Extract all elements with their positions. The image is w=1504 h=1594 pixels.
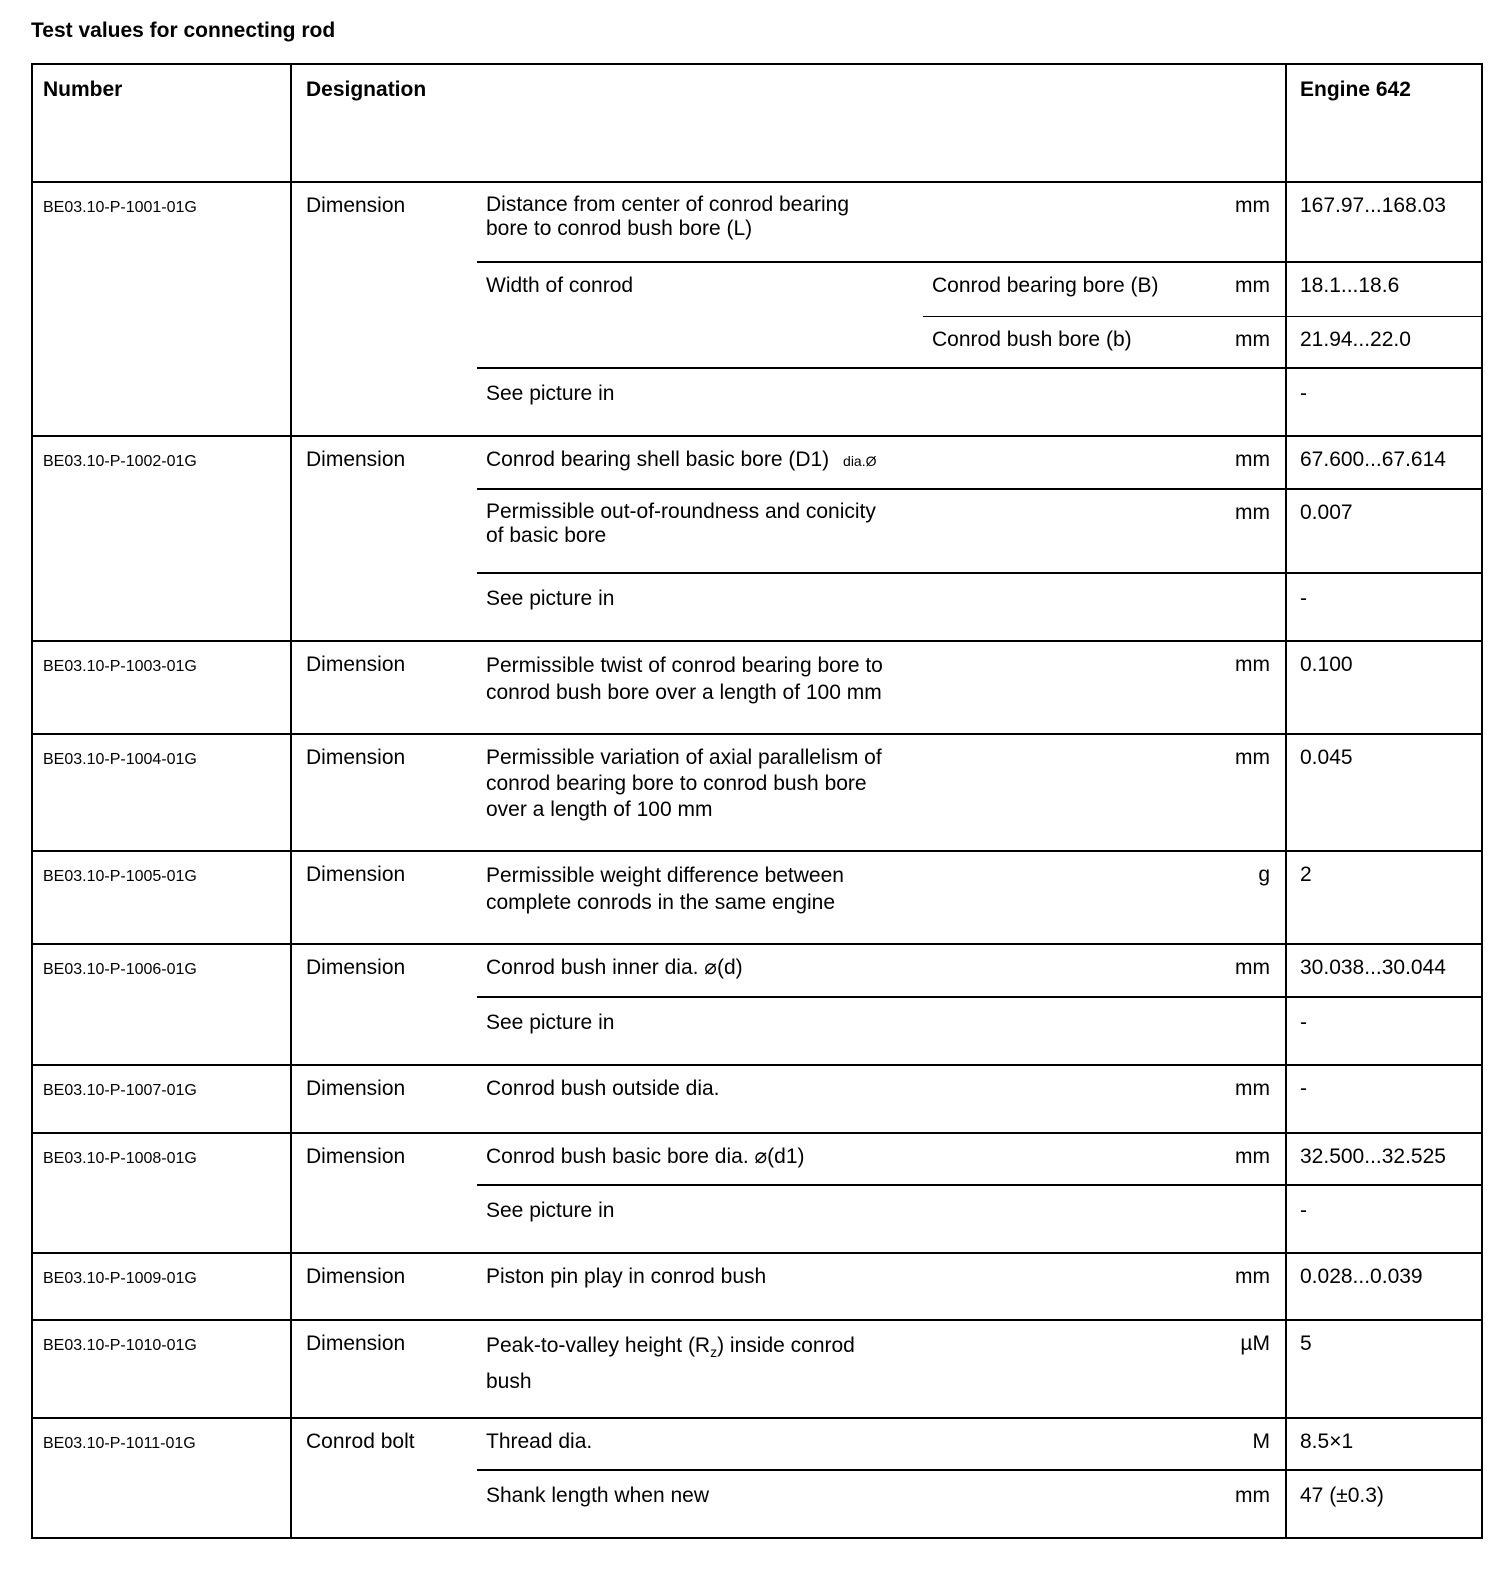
header-number: Number [32, 64, 291, 182]
unit: mm [1189, 436, 1286, 489]
description-line: conrod bush bore over a length of 100 mm [486, 681, 882, 704]
page-title: Test values for connecting rod [31, 19, 336, 42]
designation: Dimension [291, 436, 477, 641]
unit: mm [1189, 1065, 1286, 1133]
value: 167.97...168.03 [1286, 182, 1482, 262]
value: 8.5×1 [1286, 1418, 1482, 1470]
value: 0.007 [1286, 489, 1482, 573]
description-text: Conrod bearing shell basic bore (D1) [486, 448, 830, 471]
description-line: Permissible weight difference between [486, 864, 844, 887]
unit: mm [1189, 1253, 1286, 1320]
value: 30.038...30.044 [1286, 944, 1482, 997]
unit: mm [1189, 262, 1286, 316]
value: 2 [1286, 851, 1482, 944]
test-number: BE03.10-P-1004-01G [43, 751, 197, 768]
unit: mm [1189, 1470, 1286, 1538]
test-number: BE03.10-P-1001-01G [43, 199, 197, 216]
test-description: Shank length when new [477, 1470, 1189, 1538]
value: 5 [1286, 1320, 1482, 1418]
see-picture-text: See picture in [477, 368, 1286, 436]
value: - [1286, 997, 1482, 1065]
table-row [32, 1320, 1482, 1418]
description-line [486, 1331, 1189, 1367]
description-line: Permissible twist of conrod bearing bore to [486, 654, 883, 677]
test-description [477, 641, 1189, 734]
value: 32.500...32.525 [1286, 1133, 1482, 1185]
description-text: ) inside conrod [717, 1334, 855, 1357]
header-row [32, 64, 1482, 182]
unit: mm [1189, 182, 1286, 262]
description-line: Permissible out-of-roundness and conicity [486, 500, 876, 523]
table-row [32, 1418, 1482, 1470]
table-row [32, 436, 1482, 489]
designation: Dimension [291, 182, 477, 436]
unit: mm [1189, 489, 1286, 573]
test-number: BE03.10-P-1002-01G [43, 453, 197, 470]
value: 67.600...67.614 [1286, 436, 1482, 489]
test-description [477, 734, 1189, 851]
designation: Dimension [291, 641, 477, 734]
test-description [477, 436, 1189, 489]
designation: Dimension [291, 1320, 477, 1418]
unit: g [1189, 851, 1286, 944]
test-number: BE03.10-P-1008-01G [43, 1150, 197, 1167]
designation: Dimension [291, 734, 477, 851]
header-designation: Designation [306, 78, 427, 101]
value: - [1286, 1065, 1482, 1133]
description-line: Permissible variation of axial parallelism of [486, 746, 882, 769]
test-description: Conrod bush outside dia. [477, 1065, 1189, 1133]
test-description: Piston pin play in conrod bush [477, 1253, 1189, 1320]
test-values-table [31, 63, 1483, 1539]
designation: Dimension [291, 1065, 477, 1133]
unit: mm [1189, 734, 1286, 851]
description-line: complete conrods in the same engine [486, 891, 836, 914]
table-row [32, 182, 1482, 262]
unit: mm [1189, 944, 1286, 997]
unit: M [1189, 1418, 1286, 1470]
designation: Conrod bolt [291, 1418, 477, 1538]
test-number: BE03.10-P-1010-01G [43, 1337, 197, 1354]
see-picture-text: See picture in [477, 997, 1286, 1065]
unit: mm [1189, 316, 1286, 368]
value: 0.028...0.039 [1286, 1253, 1482, 1320]
test-number: BE03.10-P-1009-01G [43, 1270, 197, 1287]
see-picture-text: See picture in [477, 573, 1286, 641]
designation: Dimension [291, 944, 477, 1065]
test-number: BE03.10-P-1003-01G [43, 658, 197, 675]
test-description: Conrod bush inner dia. ⌀(d) [477, 944, 1189, 997]
unit: mm [1189, 641, 1286, 734]
table-row [32, 851, 1482, 944]
table-row [32, 1133, 1482, 1185]
value: 47 (±0.3) [1286, 1470, 1482, 1538]
subscript: z [710, 1344, 718, 1361]
designation: Dimension [291, 1253, 477, 1320]
sub-description: Conrod bush bore (b) [923, 316, 1189, 368]
value: 0.100 [1286, 641, 1482, 734]
description-line: of basic bore [486, 524, 607, 547]
description-line: over a length of 100 mm [486, 798, 713, 821]
unit: mm [1189, 1133, 1286, 1185]
designation: Dimension [291, 851, 477, 944]
description-line: conrod bearing bore to conrod bush bore [486, 772, 867, 795]
see-picture-text: See picture in [477, 1185, 1286, 1253]
value: 18.1...18.6 [1286, 262, 1482, 316]
designation: Dimension [291, 1133, 477, 1253]
test-number: BE03.10-P-1006-01G [43, 961, 197, 978]
value: 21.94...22.0 [1286, 316, 1482, 368]
sub-description: Conrod bearing bore (B) [923, 262, 1189, 316]
description-line: Distance from center of conrod bearing [486, 193, 850, 216]
value: - [1286, 1185, 1482, 1253]
test-number: BE03.10-P-1005-01G [43, 868, 197, 885]
test-description [477, 182, 1189, 262]
unit: µM [1189, 1320, 1286, 1418]
test-number: BE03.10-P-1007-01G [43, 1082, 197, 1099]
test-description: Thread dia. [477, 1418, 1189, 1470]
table-row [32, 1253, 1482, 1320]
test-description [477, 851, 1189, 944]
test-description [477, 489, 1189, 573]
value: 0.045 [1286, 734, 1482, 851]
table-row [32, 1065, 1482, 1133]
table-row [32, 641, 1482, 734]
description-text: Peak-to-valley height (R [486, 1334, 711, 1357]
header-engine: Engine 642 [1286, 64, 1482, 182]
description-line: bore to conrod bush bore (L) [486, 217, 753, 240]
test-number: BE03.10-P-1011-01G [43, 1435, 196, 1452]
diameter-note: dia.Ø [843, 453, 877, 469]
table-row [32, 944, 1482, 997]
test-description: Conrod bush basic bore dia. ⌀(d1) [477, 1133, 1189, 1185]
test-description: Width of conrod [477, 262, 923, 368]
value: - [1286, 573, 1482, 641]
table-row [32, 734, 1482, 851]
value: - [1286, 368, 1482, 436]
description-line: bush [486, 1370, 532, 1394]
test-description [477, 1320, 1189, 1418]
